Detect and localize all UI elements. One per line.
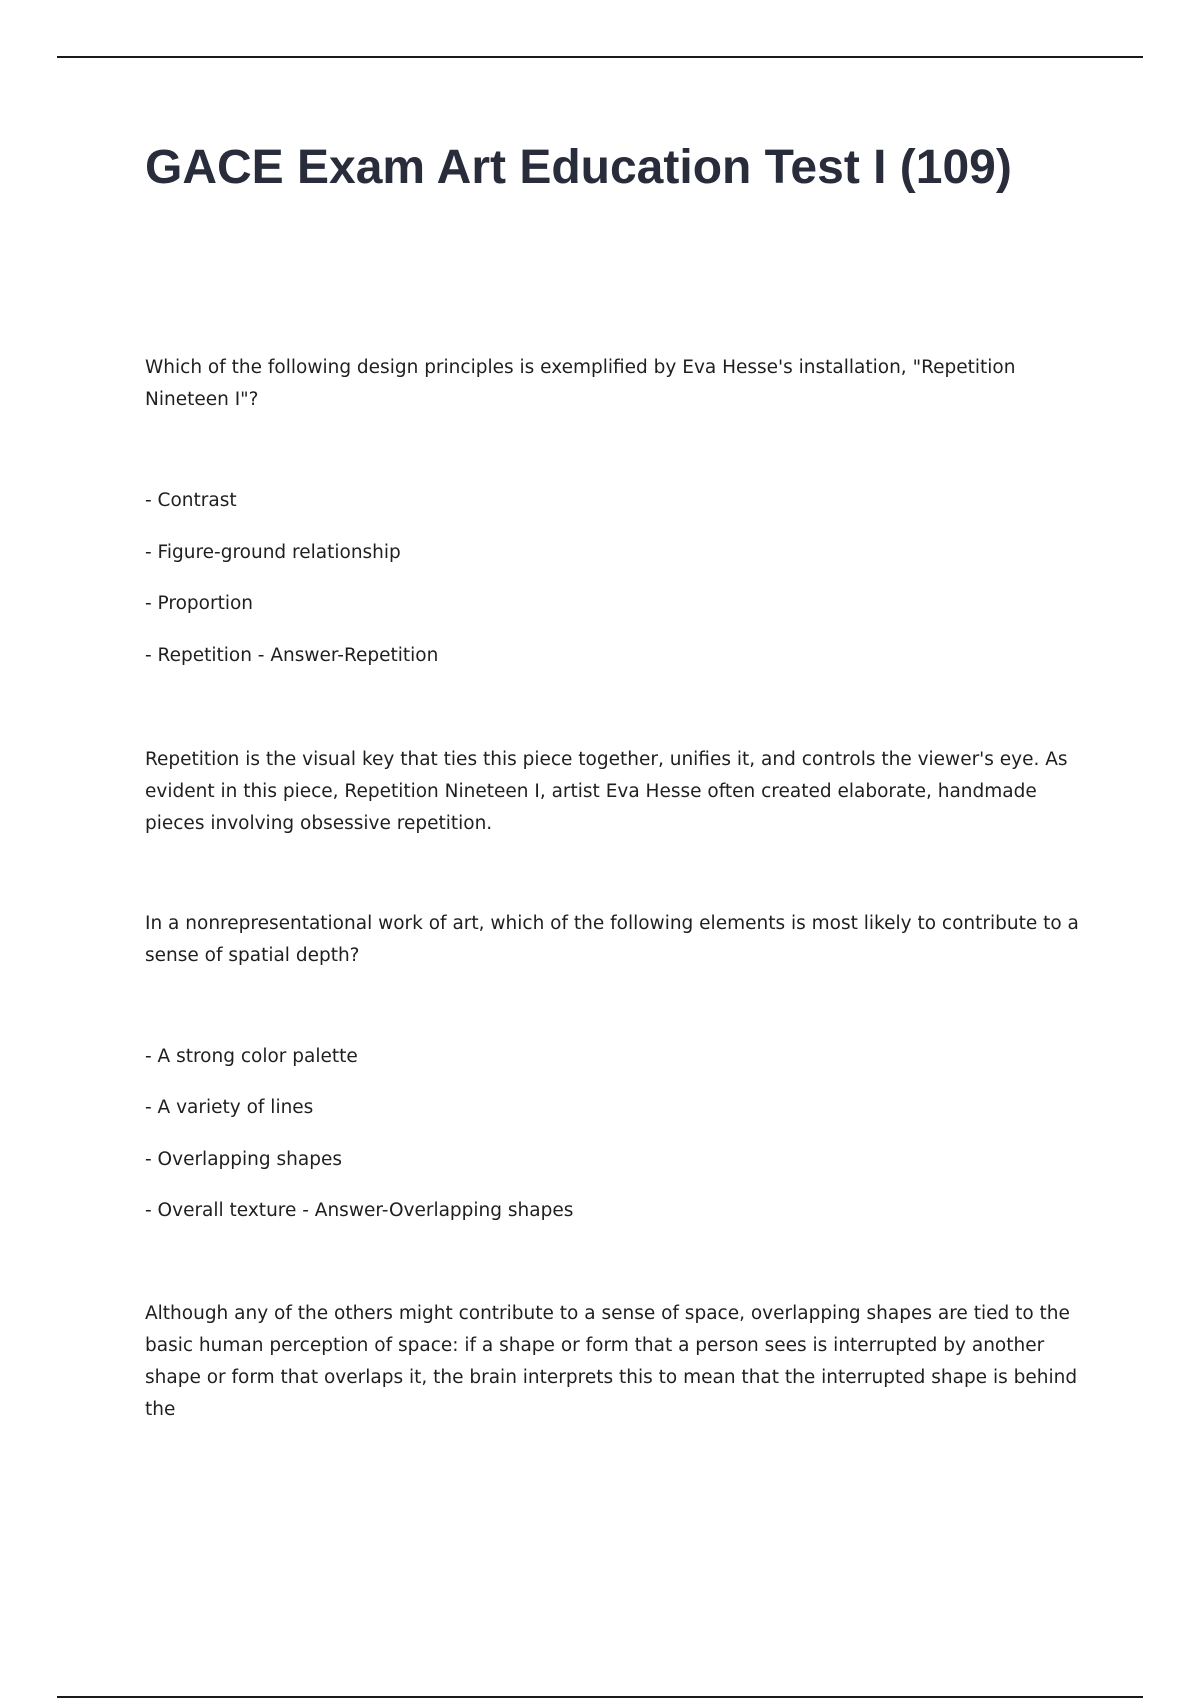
question-2-option-a: - A strong color palette bbox=[145, 1046, 358, 1067]
question-1-option-c: - Proportion bbox=[145, 593, 254, 614]
page-title: GACE Exam Art Education Test I (109) bbox=[145, 141, 1012, 194]
question-1-option-d: - Repetition - Answer-Repetition bbox=[145, 645, 439, 666]
question-2-option-b: - A variety of lines bbox=[145, 1097, 314, 1118]
question-1-explanation: Repetition is the visual key that ties this piece together, unifies it, and controls the viewer's eye. As evident in this piece, Repetition Nineteen I, artist Eva Hesse often created elaborate, handmade pieces involving obsessive repetition. bbox=[145, 749, 1068, 834]
question-2-option-d: - Overall texture - Answer-Overlapping shapes bbox=[145, 1200, 574, 1221]
question-1-text: Which of the following design principles is exemplified by Eva Hesse's installation, "Repetition Nineteen I"? bbox=[145, 357, 1016, 410]
bottom-rule bbox=[57, 1696, 1143, 1698]
question-1-option-b: - Figure-ground relationship bbox=[145, 542, 401, 563]
question-1-option-a: - Contrast bbox=[145, 490, 237, 511]
top-rule bbox=[57, 56, 1143, 58]
question-2-text: In a nonrepresentational work of art, which of the following elements is most likely to contribute to a sense of spatial depth? bbox=[145, 913, 1079, 966]
question-2-explanation: Although any of the others might contribute to a sense of space, overlapping shapes are tied to the basic human perception of space: if a shape or form that a person sees is interrupted by another shape or form that overlaps it, the brain interprets this to mean that the interrupted shape is behind the bbox=[145, 1303, 1078, 1420]
question-2-option-c: - Overlapping shapes bbox=[145, 1149, 342, 1170]
